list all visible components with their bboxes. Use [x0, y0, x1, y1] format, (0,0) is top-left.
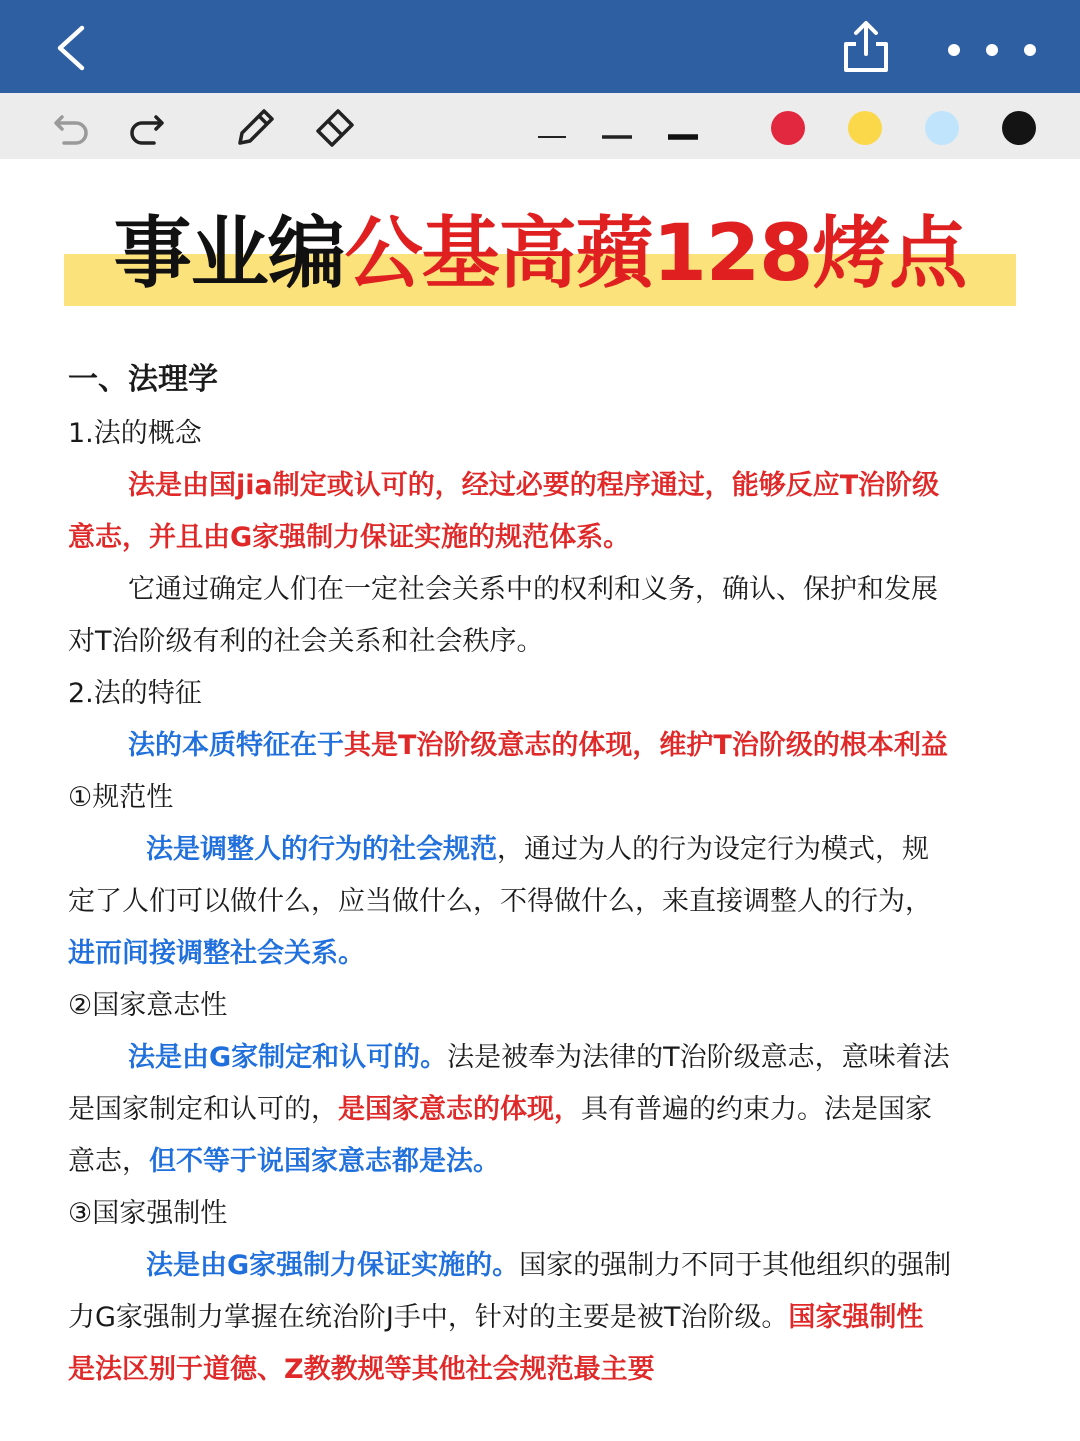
pencil-icon[interactable] [230, 103, 278, 149]
feature2-plain: 法是被奉为法律的T治阶级意志，意味着法 [447, 1042, 950, 1073]
more-icon[interactable] [940, 38, 1044, 62]
feature1-line-2: 定了人们可以做什么，应当做什么，不得做什么，来直接调整人的行为， [68, 886, 932, 917]
undo-icon[interactable] [48, 103, 96, 149]
feature1-line-3 [68, 928, 1018, 980]
color-swatch-black[interactable] [1002, 111, 1036, 145]
feature-heading-2: ②国家意志性 [68, 990, 228, 1021]
essence-blue: 法的本质特征在于 [128, 730, 344, 761]
subsection-heading-1: 1.法的概念 [68, 418, 202, 449]
feature1-blue-2: 进而间接调整社会关系。 [68, 938, 365, 969]
color-swatch-yellow[interactable] [848, 111, 882, 145]
feature3-plain-2: 力G家强制力掌握在统治阶J手中，针对的主要是被T治阶级。 [68, 1302, 789, 1333]
subsection-heading-2: 2.法的特征 [68, 678, 202, 709]
color-swatch-red[interactable] [771, 111, 805, 145]
definition-line-1: 法是由国jia制定或认可的，经过必要的程序通过，能够反应T治阶级 [128, 470, 940, 501]
feature2-plain-2: 是国家制定和认可的， [68, 1094, 338, 1125]
feature-heading-3: ③国家强制性 [68, 1198, 228, 1229]
stroke-thin-icon[interactable] [532, 103, 580, 149]
feature3-line-1 [68, 1240, 1018, 1292]
annotation-toolbar [0, 93, 1080, 159]
feature1-line-1 [68, 824, 1018, 876]
feature2-plain-4: 意志， [68, 1146, 149, 1177]
top-bar [0, 0, 1080, 93]
paragraph-line-2: 对T治阶级有利的社会关系和社会秩序。 [68, 626, 544, 657]
title-banner [64, 200, 1016, 308]
feature3-red: 国家强制性 [788, 1302, 924, 1333]
essence-red: 其是T治阶级意志的体现，维护T治阶级的根本利益 [344, 730, 948, 761]
feature2-plain-3: 具有普遍的约束力。法是国家 [581, 1094, 932, 1125]
feature-heading-1: ①规范性 [68, 782, 174, 813]
feature2-line-1 [68, 1032, 1018, 1084]
title-part-black: 事业编 [113, 209, 345, 299]
redo-icon[interactable] [122, 103, 170, 149]
paragraph-line-1: 它通过确定人们在一定社会关系中的权利和义务，确认、保护和发展 [128, 574, 938, 605]
definition-line-2: 意志，并且由G家强制力保证实施的规范体系。 [68, 522, 631, 553]
feature1-plain: ，通过为人的行为设定行为模式，规 [497, 834, 929, 865]
feature2-line-3 [68, 1136, 1018, 1188]
title-part-red: 公基高蘋128烤点 [344, 209, 967, 299]
eraser-icon[interactable] [310, 103, 358, 149]
feature2-red: 是国家意志的体现， [338, 1094, 581, 1125]
stroke-medium-icon[interactable] [598, 103, 646, 149]
color-swatch-light-blue[interactable] [925, 111, 959, 145]
feature1-blue: 法是调整人的行为的社会规范 [146, 834, 497, 865]
feature3-blue: 法是由G家强制力保证实施的。 [146, 1250, 520, 1281]
feature2-blue-2: 但不等于说国家意志都是法。 [149, 1146, 500, 1177]
section-heading: 一、法理学 [68, 362, 218, 397]
document-body [68, 352, 1018, 1396]
feature3-line-3: 是法区别于道德、Z教教规等其他社会规范最主要 [68, 1354, 655, 1385]
feature2-blue: 法是由G家制定和认可的。 [128, 1042, 448, 1073]
feature2-line-2 [68, 1084, 1018, 1136]
essence-line [68, 720, 1018, 772]
page-title [64, 200, 1016, 308]
stroke-thick-icon[interactable] [664, 103, 712, 149]
feature3-plain: 国家的强制力不同于其他组织的强制 [519, 1250, 952, 1281]
back-icon[interactable] [52, 24, 92, 72]
share-icon[interactable] [838, 18, 894, 76]
feature3-line-2 [68, 1292, 1018, 1344]
